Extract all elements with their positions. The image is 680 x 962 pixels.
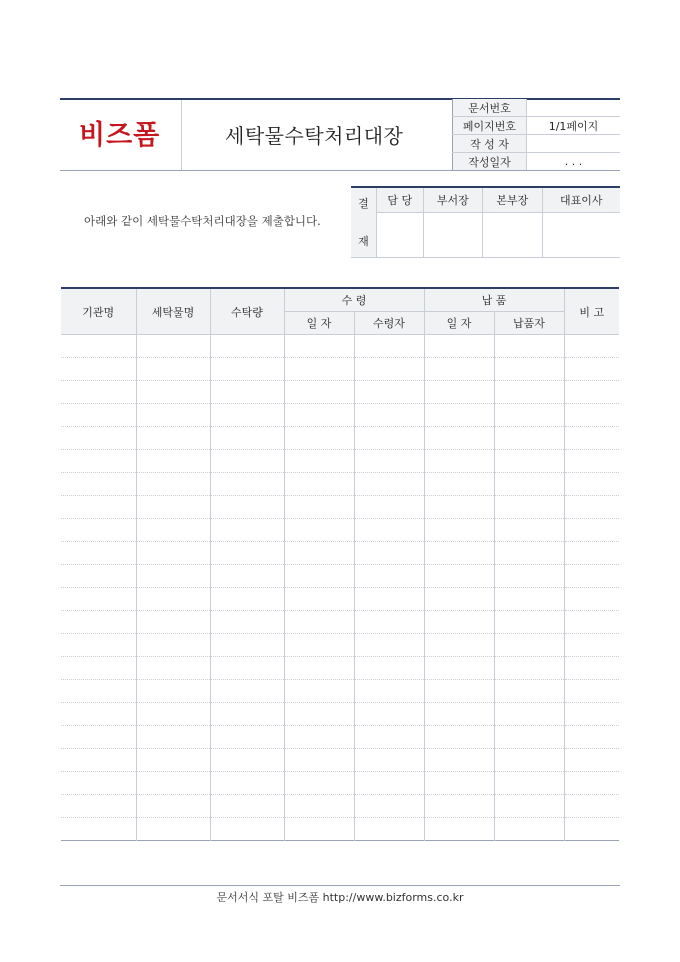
- table-cell[interactable]: [136, 680, 210, 703]
- table-cell[interactable]: [564, 404, 619, 427]
- table-cell[interactable]: [564, 381, 619, 404]
- table-cell[interactable]: [210, 657, 284, 680]
- header-bottom-rule: [60, 170, 620, 171]
- approval-role-staff: 담 당: [377, 187, 424, 213]
- info-row-author: [453, 135, 621, 153]
- doc-number-label: 문서번호: [453, 99, 527, 117]
- table-cell[interactable]: [61, 680, 136, 703]
- table-cell[interactable]: [564, 450, 619, 473]
- col-header-deliver-date: 일 자: [424, 312, 494, 335]
- sign-box-dept-head[interactable]: [423, 213, 483, 258]
- table-cell[interactable]: [136, 795, 210, 818]
- table-cell[interactable]: [564, 749, 619, 772]
- table-cell[interactable]: [61, 611, 136, 634]
- table-cell[interactable]: [61, 381, 136, 404]
- table-cell[interactable]: [284, 657, 354, 680]
- footer-text: 문서서식 포탈 비즈폼 http://www.bizforms.co.kr: [216, 891, 464, 904]
- table-cell[interactable]: [424, 565, 494, 588]
- table-cell[interactable]: [494, 404, 564, 427]
- table-cell[interactable]: [136, 749, 210, 772]
- table-cell[interactable]: [424, 795, 494, 818]
- table-row: [61, 634, 619, 657]
- logo-divider: [181, 100, 182, 170]
- table-cell[interactable]: [61, 496, 136, 519]
- table-row: [61, 680, 619, 703]
- table-cell[interactable]: [424, 818, 494, 841]
- table-cell[interactable]: [284, 335, 354, 358]
- table-cell[interactable]: [61, 749, 136, 772]
- table-cell[interactable]: [61, 703, 136, 726]
- table-cell[interactable]: [136, 542, 210, 565]
- table-row: [61, 795, 619, 818]
- table-cell[interactable]: [284, 381, 354, 404]
- table-cell[interactable]: [424, 473, 494, 496]
- table-cell[interactable]: [494, 772, 564, 795]
- table-cell[interactable]: [564, 818, 619, 841]
- table-cell[interactable]: [210, 519, 284, 542]
- table-cell[interactable]: [564, 427, 619, 450]
- table-cell[interactable]: [564, 335, 619, 358]
- table-cell[interactable]: [210, 680, 284, 703]
- table-cell[interactable]: [424, 335, 494, 358]
- document-title: 세탁물수탁처리대장: [225, 124, 404, 148]
- col-header-deliverer: 납품자: [494, 312, 564, 335]
- table-cell[interactable]: [354, 634, 424, 657]
- table-cell[interactable]: [354, 749, 424, 772]
- table-cell[interactable]: [424, 519, 494, 542]
- table-row: [61, 818, 619, 841]
- table-cell[interactable]: [210, 703, 284, 726]
- table-cell[interactable]: [136, 588, 210, 611]
- footer-rule: [60, 885, 620, 886]
- table-cell[interactable]: [136, 634, 210, 657]
- col-header-item: 세탁물명: [136, 288, 210, 335]
- table-cell[interactable]: [284, 588, 354, 611]
- table-cell[interactable]: [564, 358, 619, 381]
- table-cell[interactable]: [494, 450, 564, 473]
- table-cell[interactable]: [354, 542, 424, 565]
- table-cell[interactable]: [210, 496, 284, 519]
- table-cell[interactable]: [354, 772, 424, 795]
- table-row: [61, 703, 619, 726]
- table-row: [61, 565, 619, 588]
- table-cell[interactable]: [354, 335, 424, 358]
- table-cell[interactable]: [494, 588, 564, 611]
- table-cell[interactable]: [424, 404, 494, 427]
- approval-side-bottom: 재: [358, 234, 369, 248]
- table-cell[interactable]: [61, 358, 136, 381]
- table-cell[interactable]: [564, 588, 619, 611]
- table-cell[interactable]: [61, 795, 136, 818]
- approval-role-dept-head: 부서장: [423, 187, 483, 213]
- table-cell[interactable]: [564, 703, 619, 726]
- table-cell[interactable]: [494, 795, 564, 818]
- table-cell[interactable]: [284, 358, 354, 381]
- table-cell[interactable]: [354, 703, 424, 726]
- table-cell[interactable]: [61, 473, 136, 496]
- table-cell[interactable]: [136, 473, 210, 496]
- table-cell[interactable]: [494, 358, 564, 381]
- info-row-page-number: [453, 117, 621, 135]
- table-cell[interactable]: [284, 703, 354, 726]
- table-cell[interactable]: [424, 611, 494, 634]
- table-cell[interactable]: [494, 657, 564, 680]
- header-row-1: [61, 288, 619, 312]
- table-row: [61, 749, 619, 772]
- table-cell[interactable]: [61, 404, 136, 427]
- info-row-date: [453, 153, 621, 171]
- approval-table: [351, 186, 620, 258]
- table-cell[interactable]: [210, 818, 284, 841]
- table-cell[interactable]: [284, 542, 354, 565]
- table-cell[interactable]: [210, 427, 284, 450]
- table-row: [61, 404, 619, 427]
- table-cell[interactable]: [210, 335, 284, 358]
- table-cell[interactable]: [424, 542, 494, 565]
- bizforms-logo: 비즈폼: [79, 120, 161, 151]
- table-cell[interactable]: [424, 588, 494, 611]
- table-cell[interactable]: [61, 634, 136, 657]
- table-row: [61, 588, 619, 611]
- table-cell[interactable]: [354, 519, 424, 542]
- table-cell[interactable]: [136, 565, 210, 588]
- table-cell[interactable]: [424, 427, 494, 450]
- table-cell[interactable]: [354, 404, 424, 427]
- table-cell[interactable]: [424, 634, 494, 657]
- table-cell[interactable]: [494, 335, 564, 358]
- col-header-receiver: 수령자: [354, 312, 424, 335]
- table-row: [61, 542, 619, 565]
- table-cell[interactable]: [494, 611, 564, 634]
- table-row: [61, 496, 619, 519]
- table-cell[interactable]: [210, 450, 284, 473]
- date-value[interactable]: . . .: [527, 153, 621, 171]
- table-cell[interactable]: [61, 565, 136, 588]
- date-label: 작성일자: [453, 153, 527, 171]
- approval-sign-row: [351, 213, 620, 258]
- table-cell[interactable]: [354, 611, 424, 634]
- table-cell[interactable]: [354, 565, 424, 588]
- table-cell[interactable]: [354, 473, 424, 496]
- table-cell[interactable]: [424, 703, 494, 726]
- table-cell[interactable]: [136, 381, 210, 404]
- table-cell[interactable]: [354, 818, 424, 841]
- table-cell[interactable]: [424, 726, 494, 749]
- table-cell[interactable]: [424, 450, 494, 473]
- table-cell[interactable]: [210, 795, 284, 818]
- table-cell[interactable]: [136, 611, 210, 634]
- table-row: [61, 358, 619, 381]
- author-value[interactable]: [527, 135, 621, 153]
- table-row: [61, 427, 619, 450]
- table-cell[interactable]: [564, 795, 619, 818]
- approval-role-division-head: 본부장: [483, 187, 543, 213]
- table-cell[interactable]: [61, 427, 136, 450]
- col-header-quantity: 수탁량: [210, 288, 284, 335]
- table-cell[interactable]: [354, 496, 424, 519]
- table-cell[interactable]: [61, 726, 136, 749]
- table-cell[interactable]: [210, 381, 284, 404]
- table-cell[interactable]: [494, 519, 564, 542]
- table-cell[interactable]: [564, 565, 619, 588]
- table-cell[interactable]: [210, 358, 284, 381]
- table-cell[interactable]: [136, 450, 210, 473]
- table-cell[interactable]: [564, 473, 619, 496]
- table-cell[interactable]: [354, 381, 424, 404]
- doc-number-value[interactable]: [527, 99, 621, 117]
- table-cell[interactable]: [136, 496, 210, 519]
- document-info-table: [452, 99, 620, 170]
- info-row-doc-number: [453, 99, 621, 117]
- table-cell[interactable]: [61, 450, 136, 473]
- table-cell[interactable]: [564, 726, 619, 749]
- table-cell[interactable]: [354, 358, 424, 381]
- col-header-deliver: 납 품: [424, 288, 564, 312]
- table-cell[interactable]: [210, 749, 284, 772]
- col-header-receive: 수 령: [284, 288, 424, 312]
- sign-box-division-head[interactable]: [483, 213, 543, 258]
- table-row: [61, 335, 619, 358]
- table-cell[interactable]: [210, 726, 284, 749]
- table-cell[interactable]: [61, 588, 136, 611]
- col-header-remarks: 비 고: [564, 288, 619, 335]
- table-cell[interactable]: [61, 818, 136, 841]
- table-cell[interactable]: [354, 795, 424, 818]
- table-cell[interactable]: [284, 772, 354, 795]
- table-cell[interactable]: [424, 358, 494, 381]
- table-cell[interactable]: [424, 381, 494, 404]
- table-cell[interactable]: [284, 450, 354, 473]
- table-cell[interactable]: [494, 496, 564, 519]
- table-cell[interactable]: [494, 749, 564, 772]
- table-cell[interactable]: [284, 680, 354, 703]
- table-cell[interactable]: [354, 680, 424, 703]
- table-row: [61, 519, 619, 542]
- table-cell[interactable]: [494, 565, 564, 588]
- table-cell[interactable]: [564, 519, 619, 542]
- table-cell[interactable]: [210, 611, 284, 634]
- table-row: [61, 657, 619, 680]
- table-cell[interactable]: [284, 519, 354, 542]
- table-cell[interactable]: [494, 726, 564, 749]
- table-cell[interactable]: [136, 818, 210, 841]
- table-cell[interactable]: [494, 473, 564, 496]
- col-header-receive-date: 일 자: [284, 312, 354, 335]
- approval-side-top: 결: [358, 196, 369, 210]
- table-cell[interactable]: [564, 611, 619, 634]
- page-number-value[interactable]: 1/1페이지: [527, 117, 621, 135]
- register-body: [61, 335, 619, 841]
- table-row: [61, 381, 619, 404]
- laundry-register-table: [61, 287, 619, 841]
- table-cell[interactable]: [564, 657, 619, 680]
- table-cell[interactable]: [210, 634, 284, 657]
- table-cell[interactable]: [284, 634, 354, 657]
- sign-box-staff[interactable]: [377, 213, 424, 258]
- table-cell[interactable]: [210, 404, 284, 427]
- table-cell[interactable]: [284, 795, 354, 818]
- table-cell[interactable]: [494, 703, 564, 726]
- table-cell[interactable]: [354, 657, 424, 680]
- table-cell[interactable]: [494, 818, 564, 841]
- table-row: [61, 772, 619, 795]
- table-cell[interactable]: [61, 772, 136, 795]
- table-cell[interactable]: [354, 450, 424, 473]
- table-cell[interactable]: [210, 473, 284, 496]
- approval-role-ceo: 대표이사: [542, 187, 620, 213]
- table-cell[interactable]: [494, 634, 564, 657]
- table-cell[interactable]: [564, 772, 619, 795]
- table-cell[interactable]: [61, 542, 136, 565]
- table-cell[interactable]: [210, 588, 284, 611]
- table-cell[interactable]: [424, 657, 494, 680]
- submit-statement: 아래와 같이 세탁물수탁처리대장을 제출합니다.: [84, 214, 321, 228]
- table-cell[interactable]: [354, 427, 424, 450]
- sign-box-ceo[interactable]: [542, 213, 620, 258]
- table-cell[interactable]: [354, 726, 424, 749]
- col-header-agency: 기관명: [61, 288, 136, 335]
- table-cell[interactable]: [564, 542, 619, 565]
- table-cell[interactable]: [136, 657, 210, 680]
- table-cell[interactable]: [136, 772, 210, 795]
- table-cell[interactable]: [284, 611, 354, 634]
- table-cell[interactable]: [136, 427, 210, 450]
- table-cell[interactable]: [136, 358, 210, 381]
- table-cell[interactable]: [61, 657, 136, 680]
- table-cell[interactable]: [494, 427, 564, 450]
- table-cell[interactable]: [494, 680, 564, 703]
- table-cell[interactable]: [284, 565, 354, 588]
- table-cell[interactable]: [136, 404, 210, 427]
- table-cell[interactable]: [284, 427, 354, 450]
- approval-header-row: [351, 187, 620, 213]
- table-cell[interactable]: [284, 404, 354, 427]
- table-cell[interactable]: [210, 542, 284, 565]
- table-cell[interactable]: [354, 588, 424, 611]
- table-cell[interactable]: [136, 703, 210, 726]
- table-cell[interactable]: [424, 749, 494, 772]
- table-cell[interactable]: [61, 335, 136, 358]
- table-row: [61, 473, 619, 496]
- table-cell[interactable]: [284, 726, 354, 749]
- table-cell[interactable]: [284, 473, 354, 496]
- table-cell[interactable]: [210, 565, 284, 588]
- page-number-label: 페이지번호: [453, 117, 527, 135]
- author-label: 작 성 자: [453, 135, 527, 153]
- approval-side-label: [351, 187, 377, 258]
- table-cell[interactable]: [564, 496, 619, 519]
- table-cell[interactable]: [494, 381, 564, 404]
- table-cell[interactable]: [136, 519, 210, 542]
- table-cell[interactable]: [284, 496, 354, 519]
- table-cell[interactable]: [284, 749, 354, 772]
- table-cell[interactable]: [136, 726, 210, 749]
- table-cell[interactable]: [61, 519, 136, 542]
- table-cell[interactable]: [564, 634, 619, 657]
- table-cell[interactable]: [424, 496, 494, 519]
- table-cell[interactable]: [136, 335, 210, 358]
- table-cell[interactable]: [564, 680, 619, 703]
- table-cell[interactable]: [424, 772, 494, 795]
- table-cell[interactable]: [284, 818, 354, 841]
- table-row: [61, 726, 619, 749]
- table-row: [61, 611, 619, 634]
- table-cell[interactable]: [210, 772, 284, 795]
- table-cell[interactable]: [424, 680, 494, 703]
- table-row: [61, 450, 619, 473]
- table-cell[interactable]: [494, 542, 564, 565]
